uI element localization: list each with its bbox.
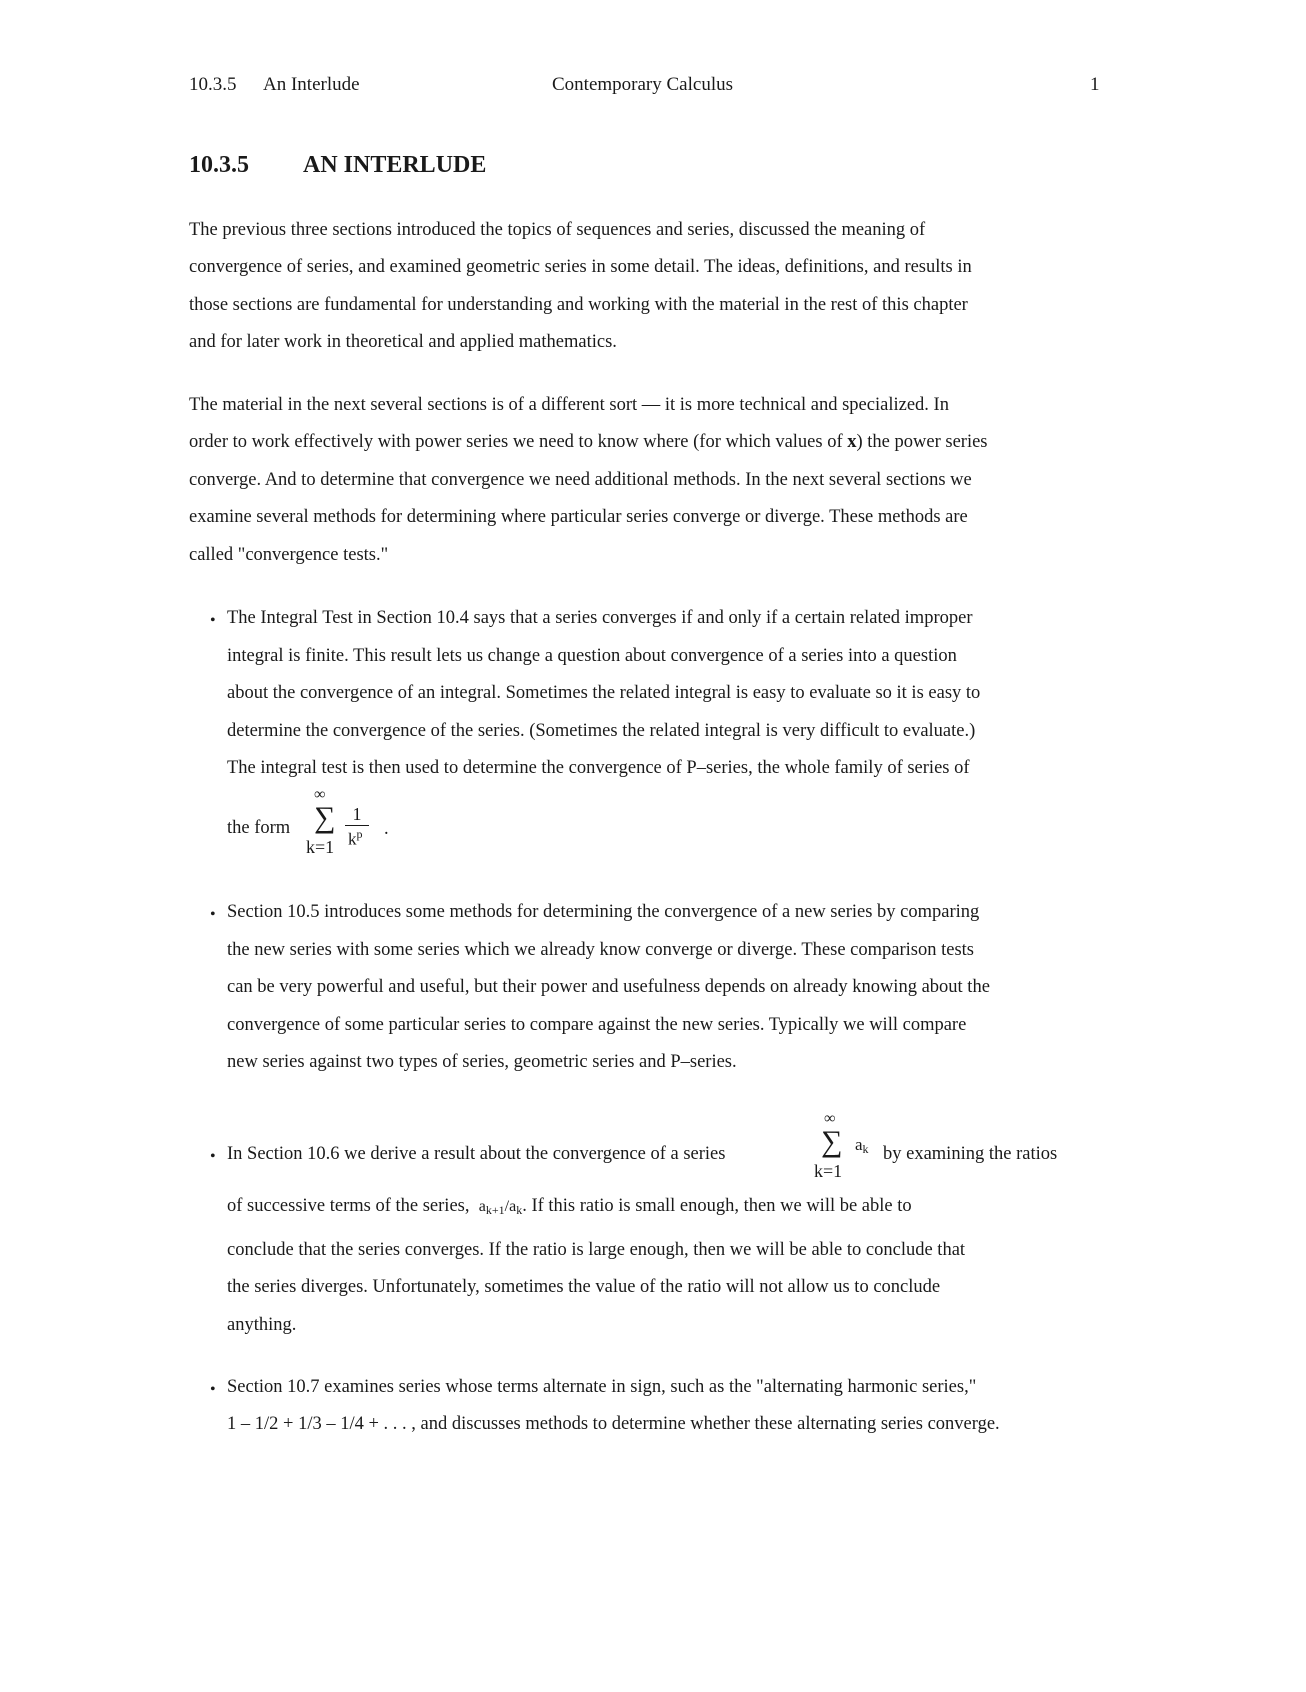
bullet-line: new series against two types of series, geometric series and P–series.: [227, 1052, 737, 1072]
bullet-line: The Integral Test in Section 10.4 says that a series converges if and only if a certain related improper: [227, 608, 973, 628]
heading-number: 10.3.5: [189, 152, 249, 178]
denominator-exponent: p: [356, 827, 363, 841]
text-fragment: of successive terms of the series,: [227, 1196, 470, 1216]
sum-symbol: ∑: [821, 1125, 843, 1158]
header-section-title: An Interlude: [263, 74, 360, 95]
bullet-line: about the convergence of an integral. Sometimes the related integral is easy to evaluate so it is easy to: [227, 683, 981, 703]
bullet-line: convergence of some particular series to compare against the new series. Typically we will compare: [227, 1015, 967, 1035]
paragraph-line: The material in the next several sections is of a different sort — it is more technical and specialized. In: [189, 395, 949, 415]
bullet-line: the new series with some series which we already know converge or diverge. These comparison tests: [227, 940, 974, 960]
term-base: a: [855, 1135, 863, 1154]
fraction-bar: [345, 825, 369, 826]
ratio-numerator: a: [478, 1198, 486, 1215]
bullet-line: [227, 1196, 912, 1218]
bullet-line: 1 – 1/2 + 1/3 – 1/4 + . . . , and discusses methods to determine whether these alternating series converge.: [227, 1414, 1000, 1434]
bullet-line: can be very powerful and useful, but their power and usefulness depends on already knowing about the: [227, 977, 990, 997]
bullet-marker: •: [210, 1148, 216, 1165]
paragraph-line: converge. And to determine that convergence we need additional methods. In the next several sections we: [189, 470, 972, 490]
bullet-line: anything.: [227, 1315, 297, 1335]
bullet-marker: •: [210, 612, 216, 629]
sentence-period: .: [384, 819, 389, 839]
sum-lower-limit: k=1: [814, 1161, 843, 1181]
paragraph-line: The previous three sections introduced the topics of sequences and series, discussed the meaning of: [189, 220, 926, 240]
bullet-line: the series diverges. Unfortunately, sometimes the value of the ratio will not allow us to conclude: [227, 1277, 941, 1297]
paragraph-line: [189, 432, 988, 453]
denominator-base: k: [348, 829, 357, 849]
paragraph-line: and for later work in theoretical and applied mathematics.: [189, 332, 617, 352]
fraction-denominator: [348, 828, 363, 848]
bullet-line-prefix: the form: [227, 818, 291, 838]
text-fragment: order to work effectively with power series we need to know where (for which values of: [189, 432, 848, 452]
bullet-line: The integral test is then used to determine the convergence of P–series, the whole family of series of: [227, 758, 970, 778]
header-page-number: 1: [1090, 74, 1100, 95]
sum-lower-limit: k=1: [306, 837, 335, 857]
heading-title: AN INTERLUDE: [303, 152, 487, 178]
sum-upper-limit: ∞: [824, 1110, 836, 1127]
bullet-line: In Section 10.6 we derive a result about the convergence of a series: [227, 1144, 726, 1164]
ratio-denominator: a: [509, 1198, 517, 1215]
header-book-title: Contemporary Calculus: [552, 74, 733, 95]
paragraph-line: those sections are fundamental for understanding and working with the material in the rest of this chapter: [189, 295, 968, 315]
ratio-expression: [479, 1198, 522, 1215]
sum-symbol: ∑: [314, 801, 336, 834]
bullet-marker: •: [210, 906, 216, 923]
ratio-denominator-subscript: k: [516, 1203, 523, 1217]
bullet-line: integral is finite. This result lets us change a question about convergence of a series into a question: [227, 646, 957, 666]
paragraph-line: called "convergence tests.": [189, 545, 389, 565]
fraction-numerator: 1: [352, 804, 362, 824]
bullet-line-suffix: by examining the ratios: [883, 1144, 1058, 1164]
paragraph-line: convergence of series, and examined geometric series in some detail. The ideas, definitions, and results in: [189, 257, 972, 277]
term-subscript: k: [862, 1142, 869, 1156]
paragraph-line: examine several methods for determining where particular series converge or diverge. These methods are: [189, 507, 968, 527]
bullet-line: Section 10.5 introduces some methods for determining the convergence of a new series by comparing: [227, 902, 980, 922]
series-term: [855, 1136, 869, 1155]
ratio-slash: /: [504, 1198, 510, 1215]
text-fragment: . If this ratio is small enough, then we will be able to: [522, 1196, 912, 1216]
header-section-number: 10.3.5: [189, 74, 237, 95]
bullet-line: conclude that the series converges. If the ratio is large enough, then we will be able to conclude that: [227, 1240, 966, 1260]
sum-upper-limit: ∞: [314, 786, 326, 803]
bullet-line: Section 10.7 examines series whose terms alternate in sign, such as the "alternating harmonic series,": [227, 1377, 977, 1397]
text-fragment: ) the power series: [856, 432, 988, 452]
ratio-numerator-subscript: k+1: [485, 1203, 505, 1217]
bullet-line: determine the convergence of the series. (Sometimes the related integral is very difficult to evaluate.): [227, 721, 976, 741]
bullet-marker: •: [210, 1381, 216, 1398]
variable-x: x: [847, 432, 857, 452]
